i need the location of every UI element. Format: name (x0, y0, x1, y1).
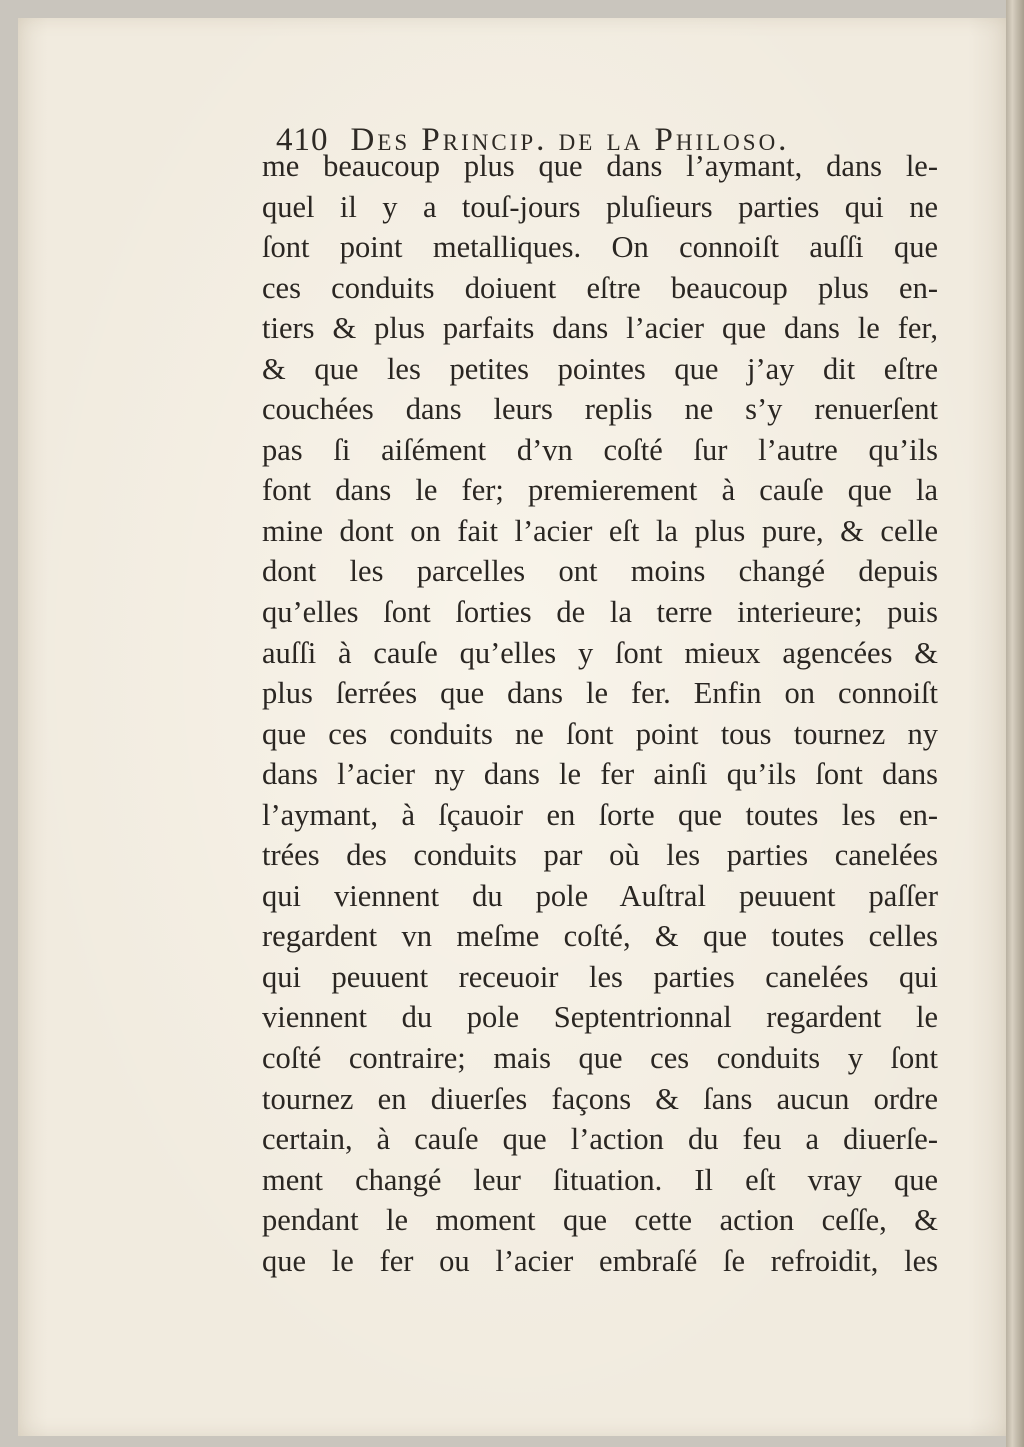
text-line: tournez en diuerſes façons & ſans aucun ordre (262, 1081, 938, 1116)
text-line: que ces conduits ne ſont point tous tournez ny (262, 716, 938, 751)
text-line: coſté contraire; mais que ces conduits y ſont (262, 1041, 938, 1076)
text-line: trées des conduits par où les parties canelées (262, 838, 938, 873)
text-line: viennent du pole Septentrionnal regardent le (262, 1000, 938, 1035)
text-line: qu’elles ſont ſorties de la terre interieure; puis (262, 595, 938, 630)
running-head-title: Des Princip. de la Philoso. (350, 122, 790, 158)
text-line: pendant le moment que cette action ceſſe, & (262, 1203, 938, 1238)
text-line: auſſi à cauſe qu’elles y ſont mieux agencées & (262, 635, 938, 670)
text-line: que le fer ou l’acier embraſé ſe refroidit, les (262, 1243, 938, 1278)
text-line: tiers & plus parfaits dans l’acier que dans le fer, (262, 311, 938, 346)
page-number: 410 (276, 122, 329, 158)
text-line: certain, à cauſe que l’action du feu a diuerſe- (262, 1122, 938, 1157)
text-line: quel il y a touſ-jours pluſieurs parties qui ne (262, 189, 938, 224)
text-line: ſont point metalliques. On connoiſt auſſi que (262, 230, 938, 265)
text-line: plus ſerrées que dans le fer. Enfin on connoiſt (262, 676, 938, 711)
text-line: l’aymant, à ſçauoir en ſorte que toutes les en- (262, 797, 938, 832)
text-line: qui peuuent receuoir les parties canelées qui (262, 959, 938, 994)
text-line: dans l’acier ny dans le fer ainſi qu’ils ſont dans (262, 757, 938, 792)
text-line: ment changé leur ſituation. Il eſt vray que (262, 1162, 938, 1197)
text-line: dont les parcelles ont moins changé depuis (262, 554, 938, 589)
text-line: couchées dans leurs replis ne s’y renuerſent (262, 392, 938, 427)
text-line: pas ſi aiſément d’vn coſté ſur l’autre qu’ils (262, 432, 938, 467)
text-line: ces conduits doiuent eſtre beaucoup plus en- (262, 270, 938, 305)
text-line: qui viennent du pole Auſtral peuuent paſſer (262, 878, 938, 913)
text-line: font dans le fer; premierement à cauſe que la (262, 473, 938, 508)
body-text (262, 146, 938, 1281)
text-line: me beaucoup plus que dans l’aymant, dans le- (262, 149, 938, 183)
text-line: & que les petites pointes que j’ay dit eſtre (262, 351, 938, 386)
book-fore-edge (1006, 0, 1024, 1447)
text-line: regardent vn meſme coſté, & que toutes celles (262, 919, 938, 954)
text-line: mine dont on fait l’acier eſt la plus pure, & celle (262, 513, 938, 548)
